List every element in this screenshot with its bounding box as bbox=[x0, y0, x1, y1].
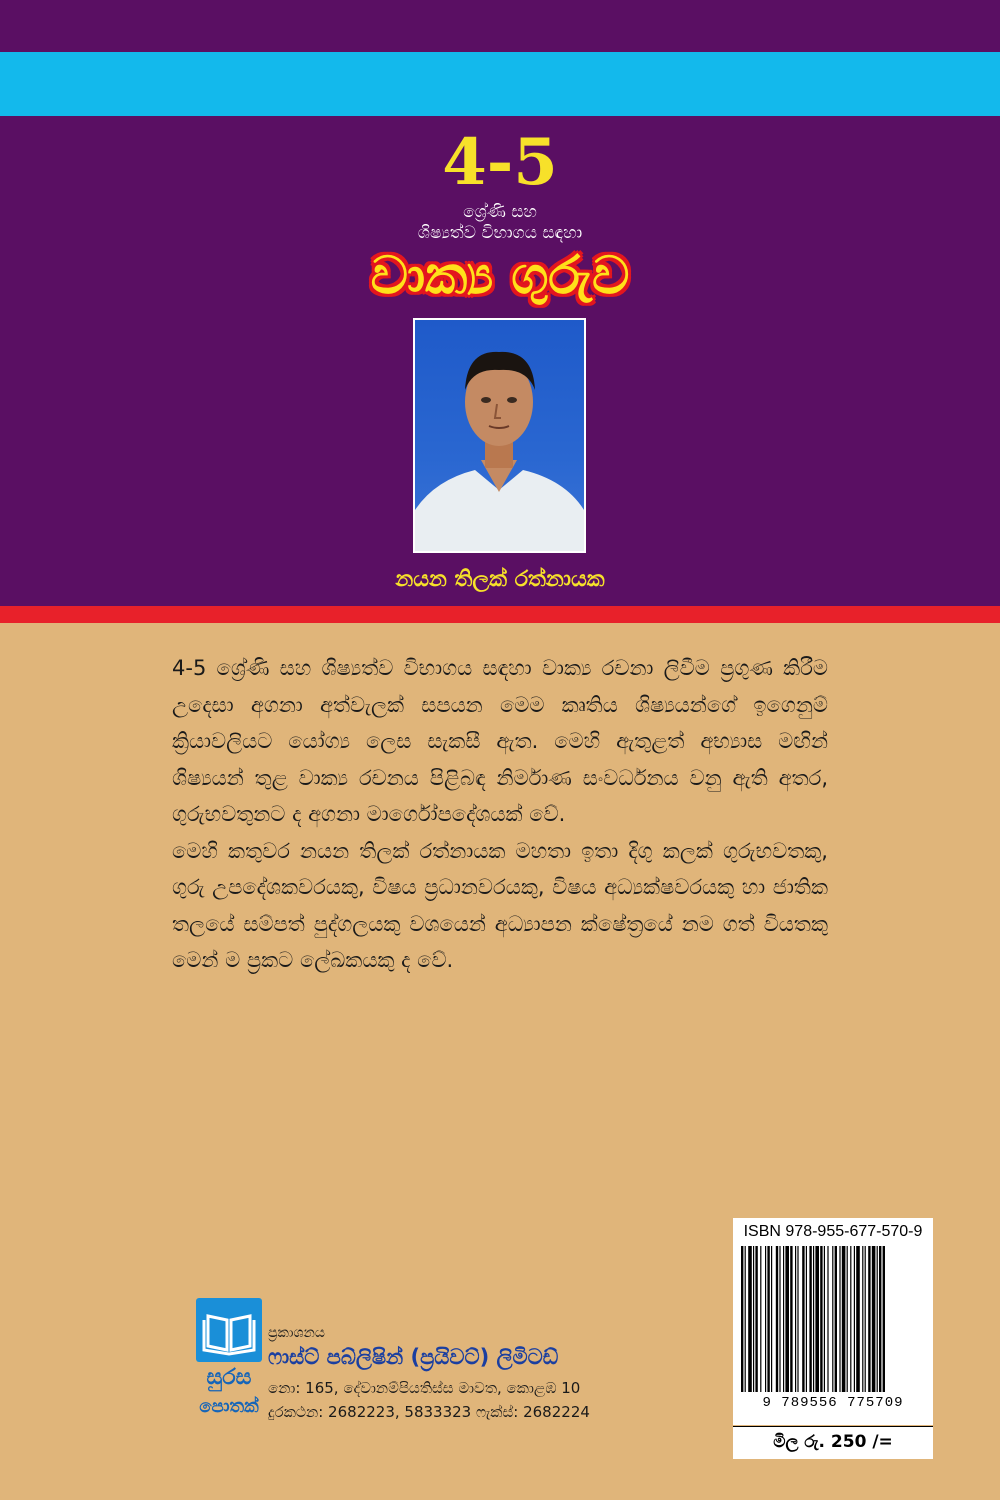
author-photo bbox=[413, 318, 586, 553]
publisher-address: නො: 165, දේවානම්පියතිස්ස මාවත, කොළඹ 10 bbox=[268, 1379, 581, 1397]
author-portrait-illustration bbox=[415, 320, 584, 551]
grade-heading: 4-5 bbox=[442, 125, 558, 200]
publisher-logo bbox=[196, 1298, 262, 1424]
open-book-icon bbox=[196, 1298, 262, 1362]
barcode-digits: 9 789556 775709 bbox=[762, 1395, 904, 1411]
author-name: නයන තිලක් රත්නායක bbox=[395, 567, 605, 592]
blurb-text bbox=[172, 650, 828, 979]
top-purple-band bbox=[0, 0, 1000, 52]
isbn-barcode-box bbox=[733, 1218, 933, 1425]
price-label: මිල රු. 250 /= bbox=[733, 1426, 933, 1459]
blurb-paragraph-2: මෙහි කතුවර නයන තිලක් රත්නායක මහතා ඉතා දිගු කලක් ගුරුභවතකු, ගුරු උපදේශකවරයකු, විෂය ප්‍රධානවරයකු, විෂය අධ්‍යක්ෂවරයකු හා ජාතික තලයේ සම්පත් පුද්ගලයකු වශයෙන් අධ්‍යාපන ක්ෂේත්‍රයේ නම ගත් වියතකු මෙන් ම ප්‍රකට ලේඛකයකු ද වේ. bbox=[172, 838, 828, 972]
subtitle-line-2: ශිෂ්‍යත්ව විභාගය සඳහා bbox=[417, 223, 583, 243]
publisher-name: ෆාස්ට් පබ්ලිෂින් (ප්‍රයිවට්) ලිමිටඩ් bbox=[268, 1345, 559, 1369]
cyan-band bbox=[0, 52, 1000, 116]
logo-word-1: සුරස bbox=[206, 1365, 252, 1390]
barcode-icon bbox=[741, 1246, 925, 1392]
logo-word-2: පොතක් bbox=[199, 1396, 259, 1417]
publisher-label: ප්‍රකාශනය bbox=[268, 1325, 325, 1341]
subtitle-line-1: ශ්‍රේණි සහ bbox=[463, 202, 537, 222]
red-stripe bbox=[0, 606, 1000, 623]
isbn-label: ISBN 978-955-677-570-9 bbox=[743, 1223, 923, 1240]
blurb-paragraph-1: 4-5 ශ්‍රේණි සහ ශිෂ්‍යත්ව විභාගය සඳහා වාක්‍ය රචනා ලිවීම ප්‍රගුණ කිරීම උදෙසා අගනා අත්වැලක් සපයන මෙම කෘතිය ශිෂ්‍යයන්ගේ ඉගෙනුම් ක්‍රියාවලියට යෝග්‍ය ලෙස සැකසී ඇත. මෙහි ඇතුළත් අභ්‍යාස මඟින් ශිෂ්‍යයන් තුළ වාක්‍ය රචනය පිළිබඳ නිර්මාණ සංවර්ධනය වනු ඇති අතර, ගුරුභවතුනට ද අගනා මාර්ගෝපදේශයක් වේ. bbox=[172, 656, 828, 826]
publisher-phone: දුරකථන: 2682223, 5833323 ෆැක්ස්: 2682224 bbox=[268, 1403, 590, 1421]
book-title: වාක්‍ය ගුරුව bbox=[370, 246, 630, 306]
